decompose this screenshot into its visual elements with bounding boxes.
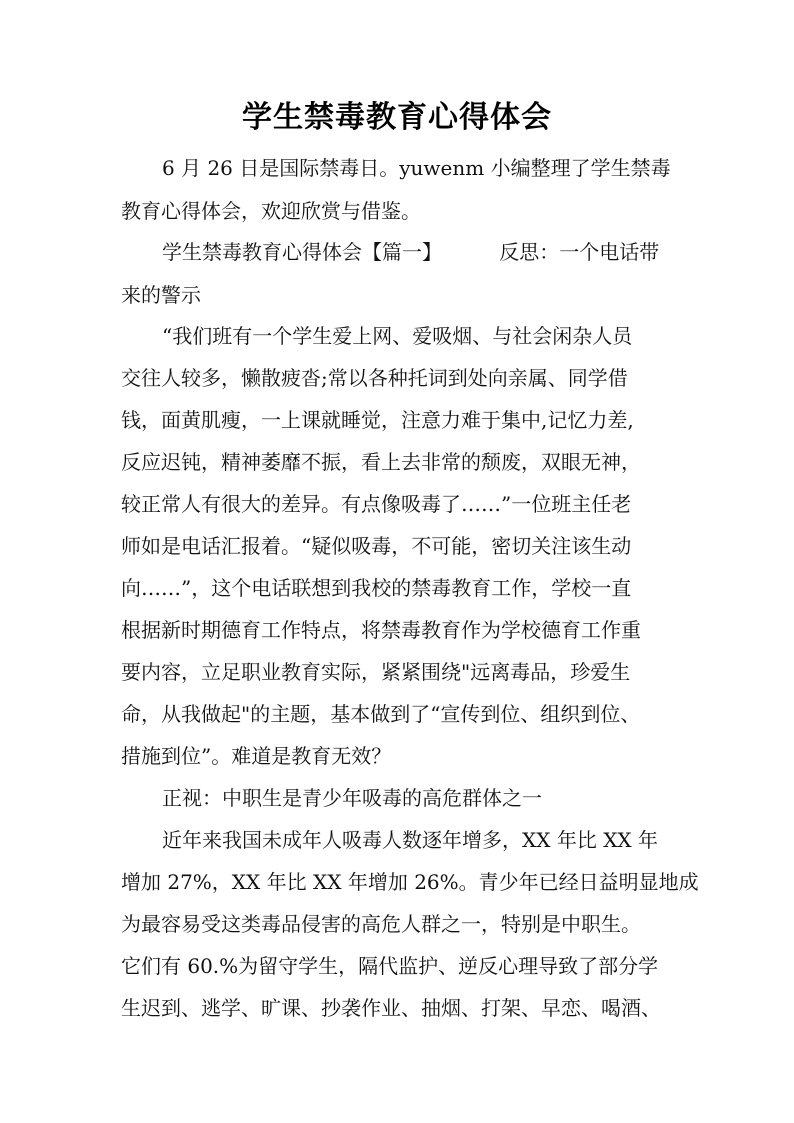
paragraph-line [0,322,794,350]
line-text: 它们有 60.%为留守学生，隔代监护、逆反心理导致了部分学 [121,954,659,978]
line-text: 教育心得体会，欢迎欣赏与借鉴。 [121,199,421,223]
line-text: 6 月 26 日是国际禁毒日。yuwenm 小编整理了学生禁毒 [162,156,671,180]
line-text: 来的警示 [121,283,201,307]
document-title: 学生禁毒教育心得体会 [242,100,552,135]
line-text: 学生禁毒教育心得体会【篇一】 反思：一个电话带 [162,240,660,264]
line-text: 交往人较多，懒散疲沓;常以各种托词到处向亲属、同学借 [121,366,628,390]
line-text: 命，从我做起"的主题，基本做到了“宣传到位、组织到位、 [121,702,641,726]
paragraph-line [0,574,794,602]
paragraph-line [0,197,794,225]
line-text: 根据新时期德育工作特点，将禁毒教育作为学校德育工作重 [121,618,641,642]
paragraph-line [0,406,794,434]
paragraph-line [0,154,794,182]
paragraph-line [0,742,794,770]
paragraph-line [0,658,794,686]
section-heading-line [0,281,794,309]
paragraph-line [0,994,794,1022]
line-text: 为最容易受这类毒品侵害的高危人群之一，特别是中职生。 [121,912,641,936]
paragraph-line [0,910,794,938]
paragraph-line [0,532,794,560]
paragraph-line [0,700,794,728]
line-text: 措施到位”。难道是教育无效？ [121,744,392,768]
line-text: 向……”，这个电话联想到我校的禁毒教育工作，学校一直 [121,576,632,600]
line-text: 生迟到、逃学、旷课、抄袭作业、抽烟、打架、早恋、喝酒、 [121,996,661,1020]
paragraph-line [0,826,794,854]
line-text: 较正常人有很大的差异。有点像吸毒了……”一位班主任老 [121,492,632,516]
section-heading-line [0,238,794,266]
paragraph-line [0,448,794,476]
line-text: 钱，面黄肌瘦，一上课就睡觉，注意力难于集中,记忆力差, [121,408,634,432]
line-text: 要内容，立足职业教育实际，紧紧围绕"远离毒品，珍爱生 [121,660,631,684]
paragraph-line [0,952,794,980]
line-text: 近年来我国未成年人吸毒人数逐年增多，XX 年比 XX 年 [162,828,659,852]
paragraph-line [0,616,794,644]
line-text: “我们班有一个学生爱上网、爱吸烟、与社会闲杂人员 [162,324,633,348]
section-heading-line [0,784,794,812]
line-text: 正视：中职生是青少年吸毒的高危群体之一 [162,786,542,810]
line-text: 反应迟钝，精神萎靡不振，看上去非常的颓废，双眼无神， [121,450,641,474]
line-text: 增加 27%，XX 年比 XX 年增加 26%。青少年已经日益明显地成 [121,870,699,894]
line-text: 师如是电话汇报着。“疑似吸毒，不可能，密切关注该生动 [121,534,632,558]
paragraph-line [0,868,794,896]
paragraph-line [0,364,794,392]
paragraph-line [0,490,794,518]
